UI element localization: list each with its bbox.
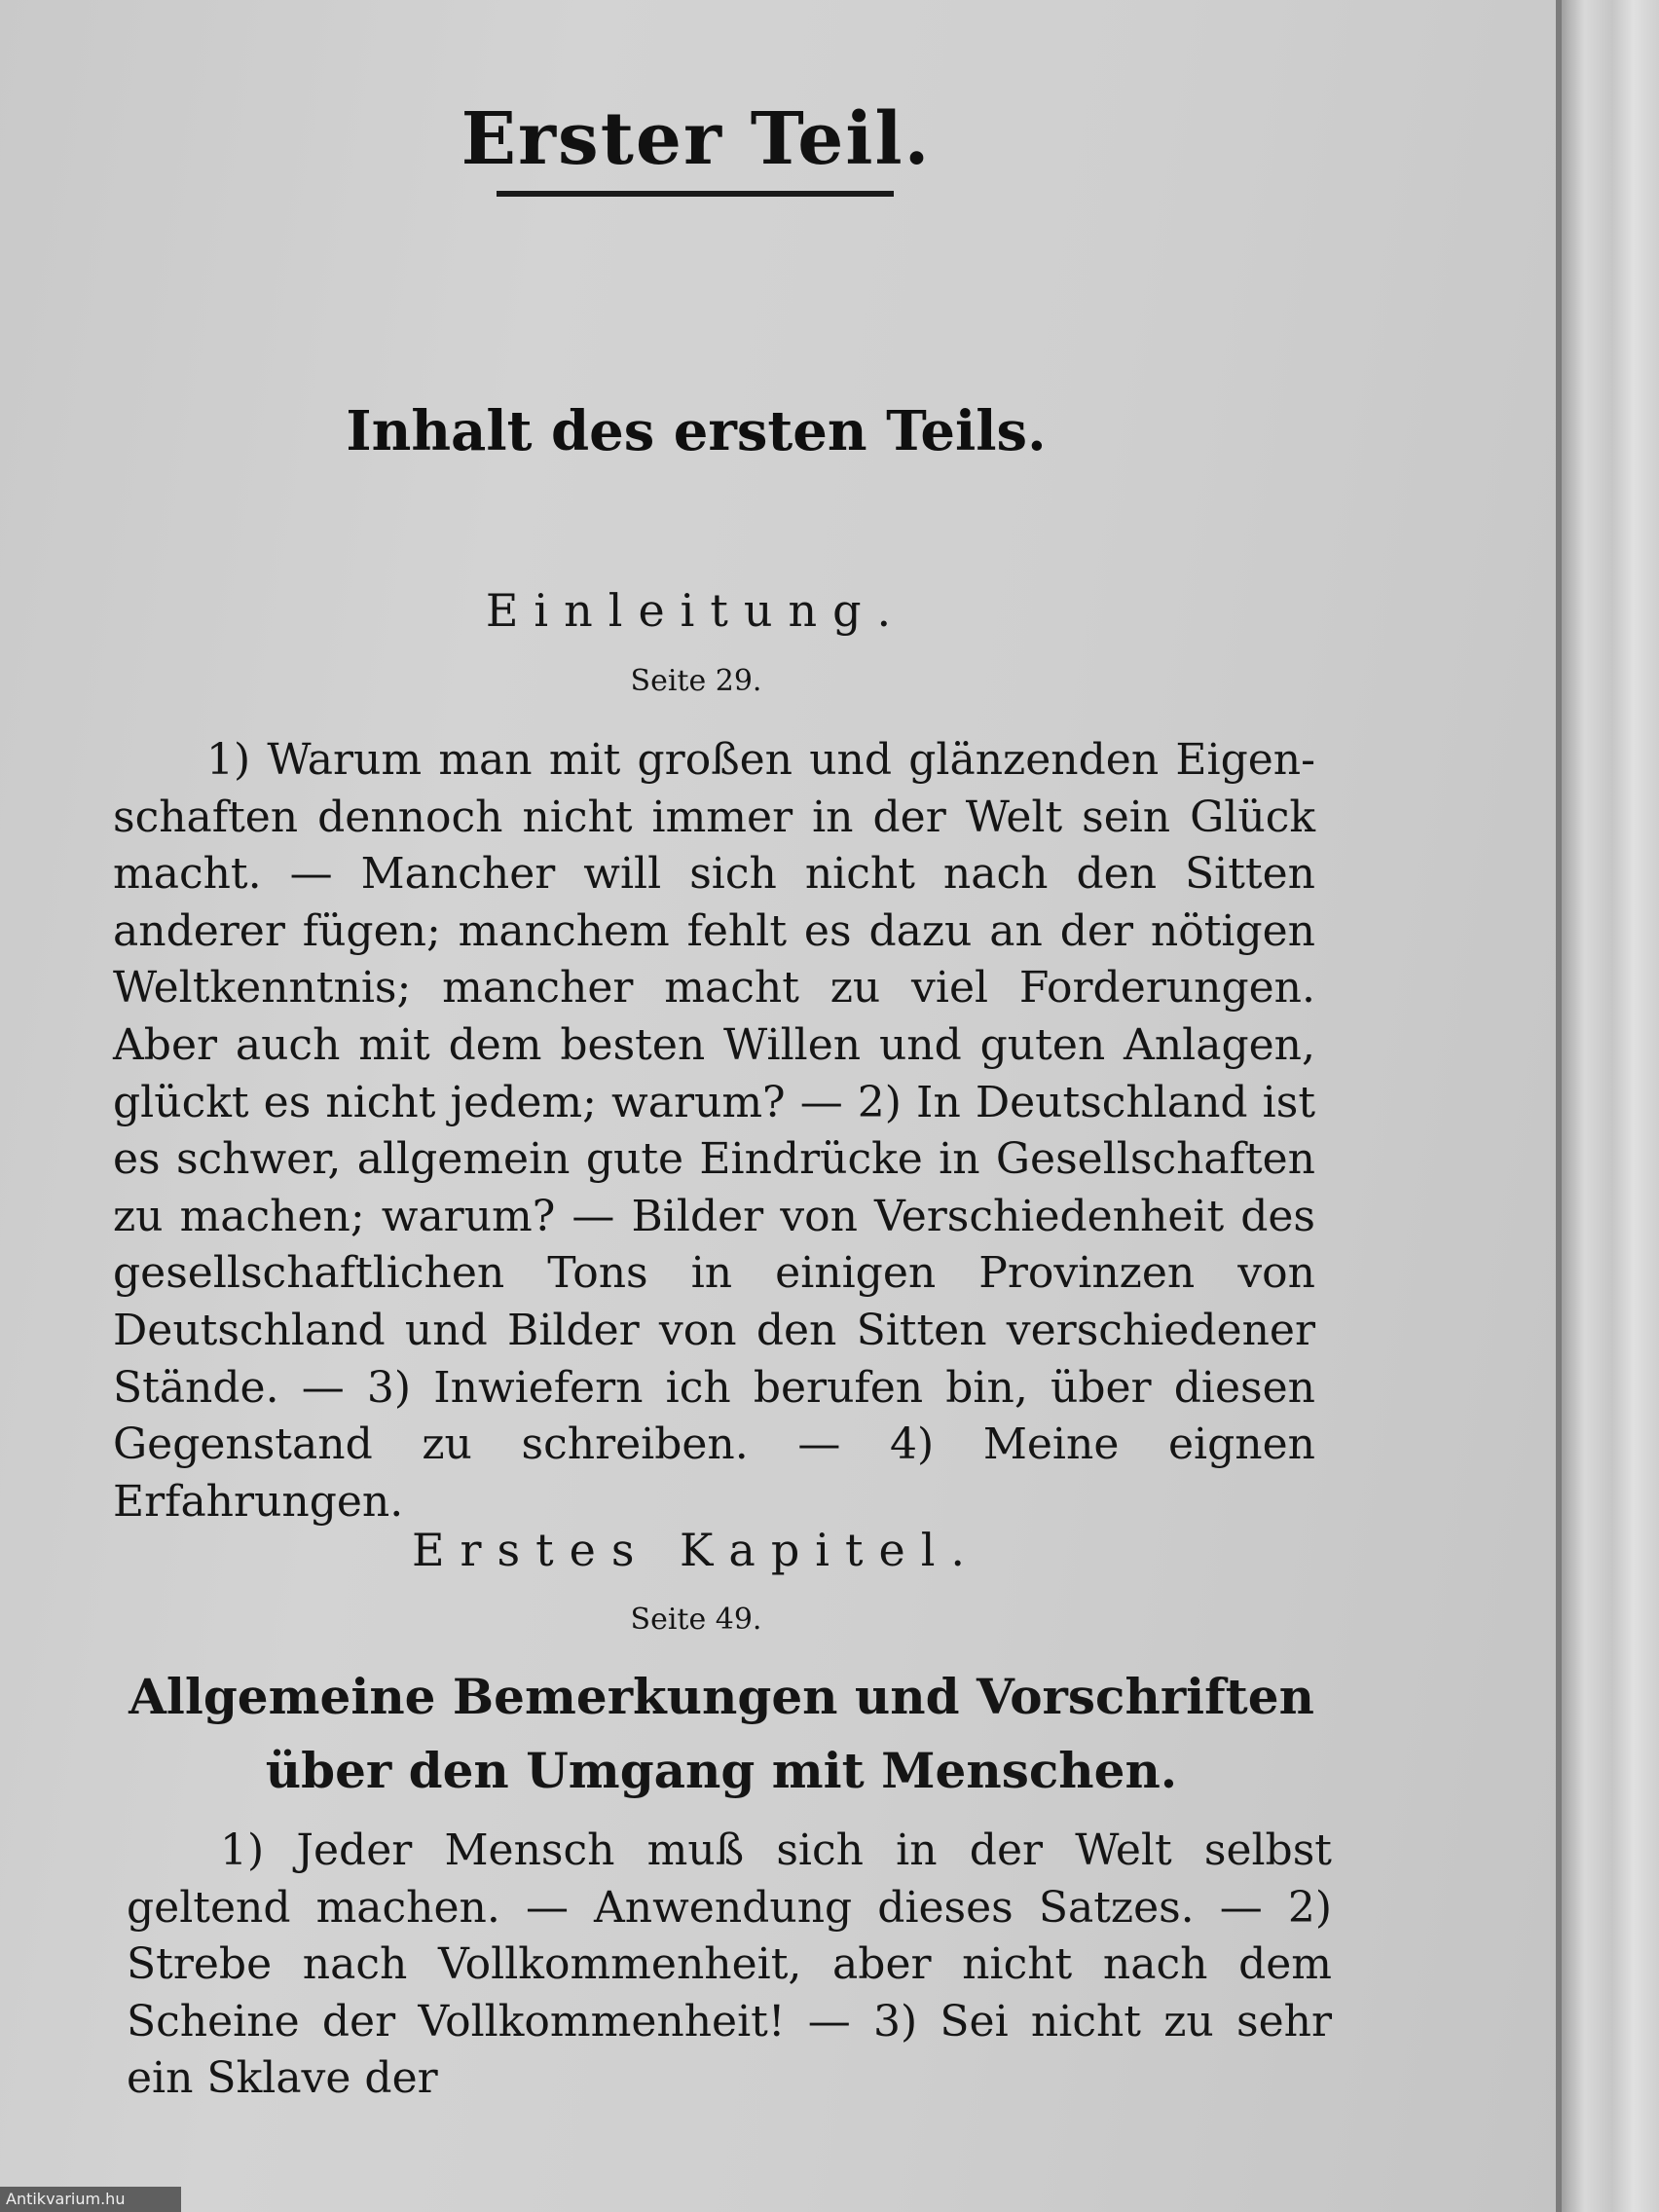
chapter-one-title: Allgemeine Bemerkungen und Vorschriften über den Umgang mit Menschen. [129,1668,1314,1799]
page-edge-shadow [1556,0,1562,2212]
introduction-heading: Einleitung. [485,584,907,637]
watermark: Antikvarium.hu [0,2187,181,2212]
chapter-one-page-ref: Seite 49. [630,1603,762,1637]
introduction-page-ref: Seite 29. [630,664,762,698]
toc-title: Inhalt des ersten Teils. [346,399,1047,463]
part-title: Erster Teil. [461,97,932,181]
introduction-text: 1) Warum man mit großen und glänzenden Eigenschaften dennoch nicht immer in der Welt sein Glück macht. — Mancher will sich nicht nach den Sitten anderer fügen; manchem fehlt es dazu an der nötigen Weltkenntnis; mancher macht zu viel Forderungen. Aber auch mit dem besten Willen und guten Anlagen, glückt es nicht jedem; warum? — 2) In Deutschland ist es schwer, allgemein gute Eindrücke in Gesellschaften zu machen; warum? — Bilder von Verschiedenheit des gesellschaftlichen Tons in einigen Provinzen von Deutschland und Bilder von den Sitten verschiedener Stände. — 3) Inwiefern ich berufen bin, über diesen Gegenstand zu schreiben. — 4) Meine eignen Erfahrungen. [113,735,1315,1527]
title-underline [497,191,894,197]
chapter-one-text: 1) Jeder Mensch muß sich in der Welt selbst geltend machen. — Anwendung dieses Satzes. — 2) Strebe nach Vollkommenheit, aber nicht nach dem Scheine der Vollkommenheit! — 3) Sei nicht zu sehr ein Sklave der [127,1825,1332,2104]
page-edge [1556,0,1659,2212]
chapter-one-heading: Erstes Kapitel. [411,1524,981,1576]
